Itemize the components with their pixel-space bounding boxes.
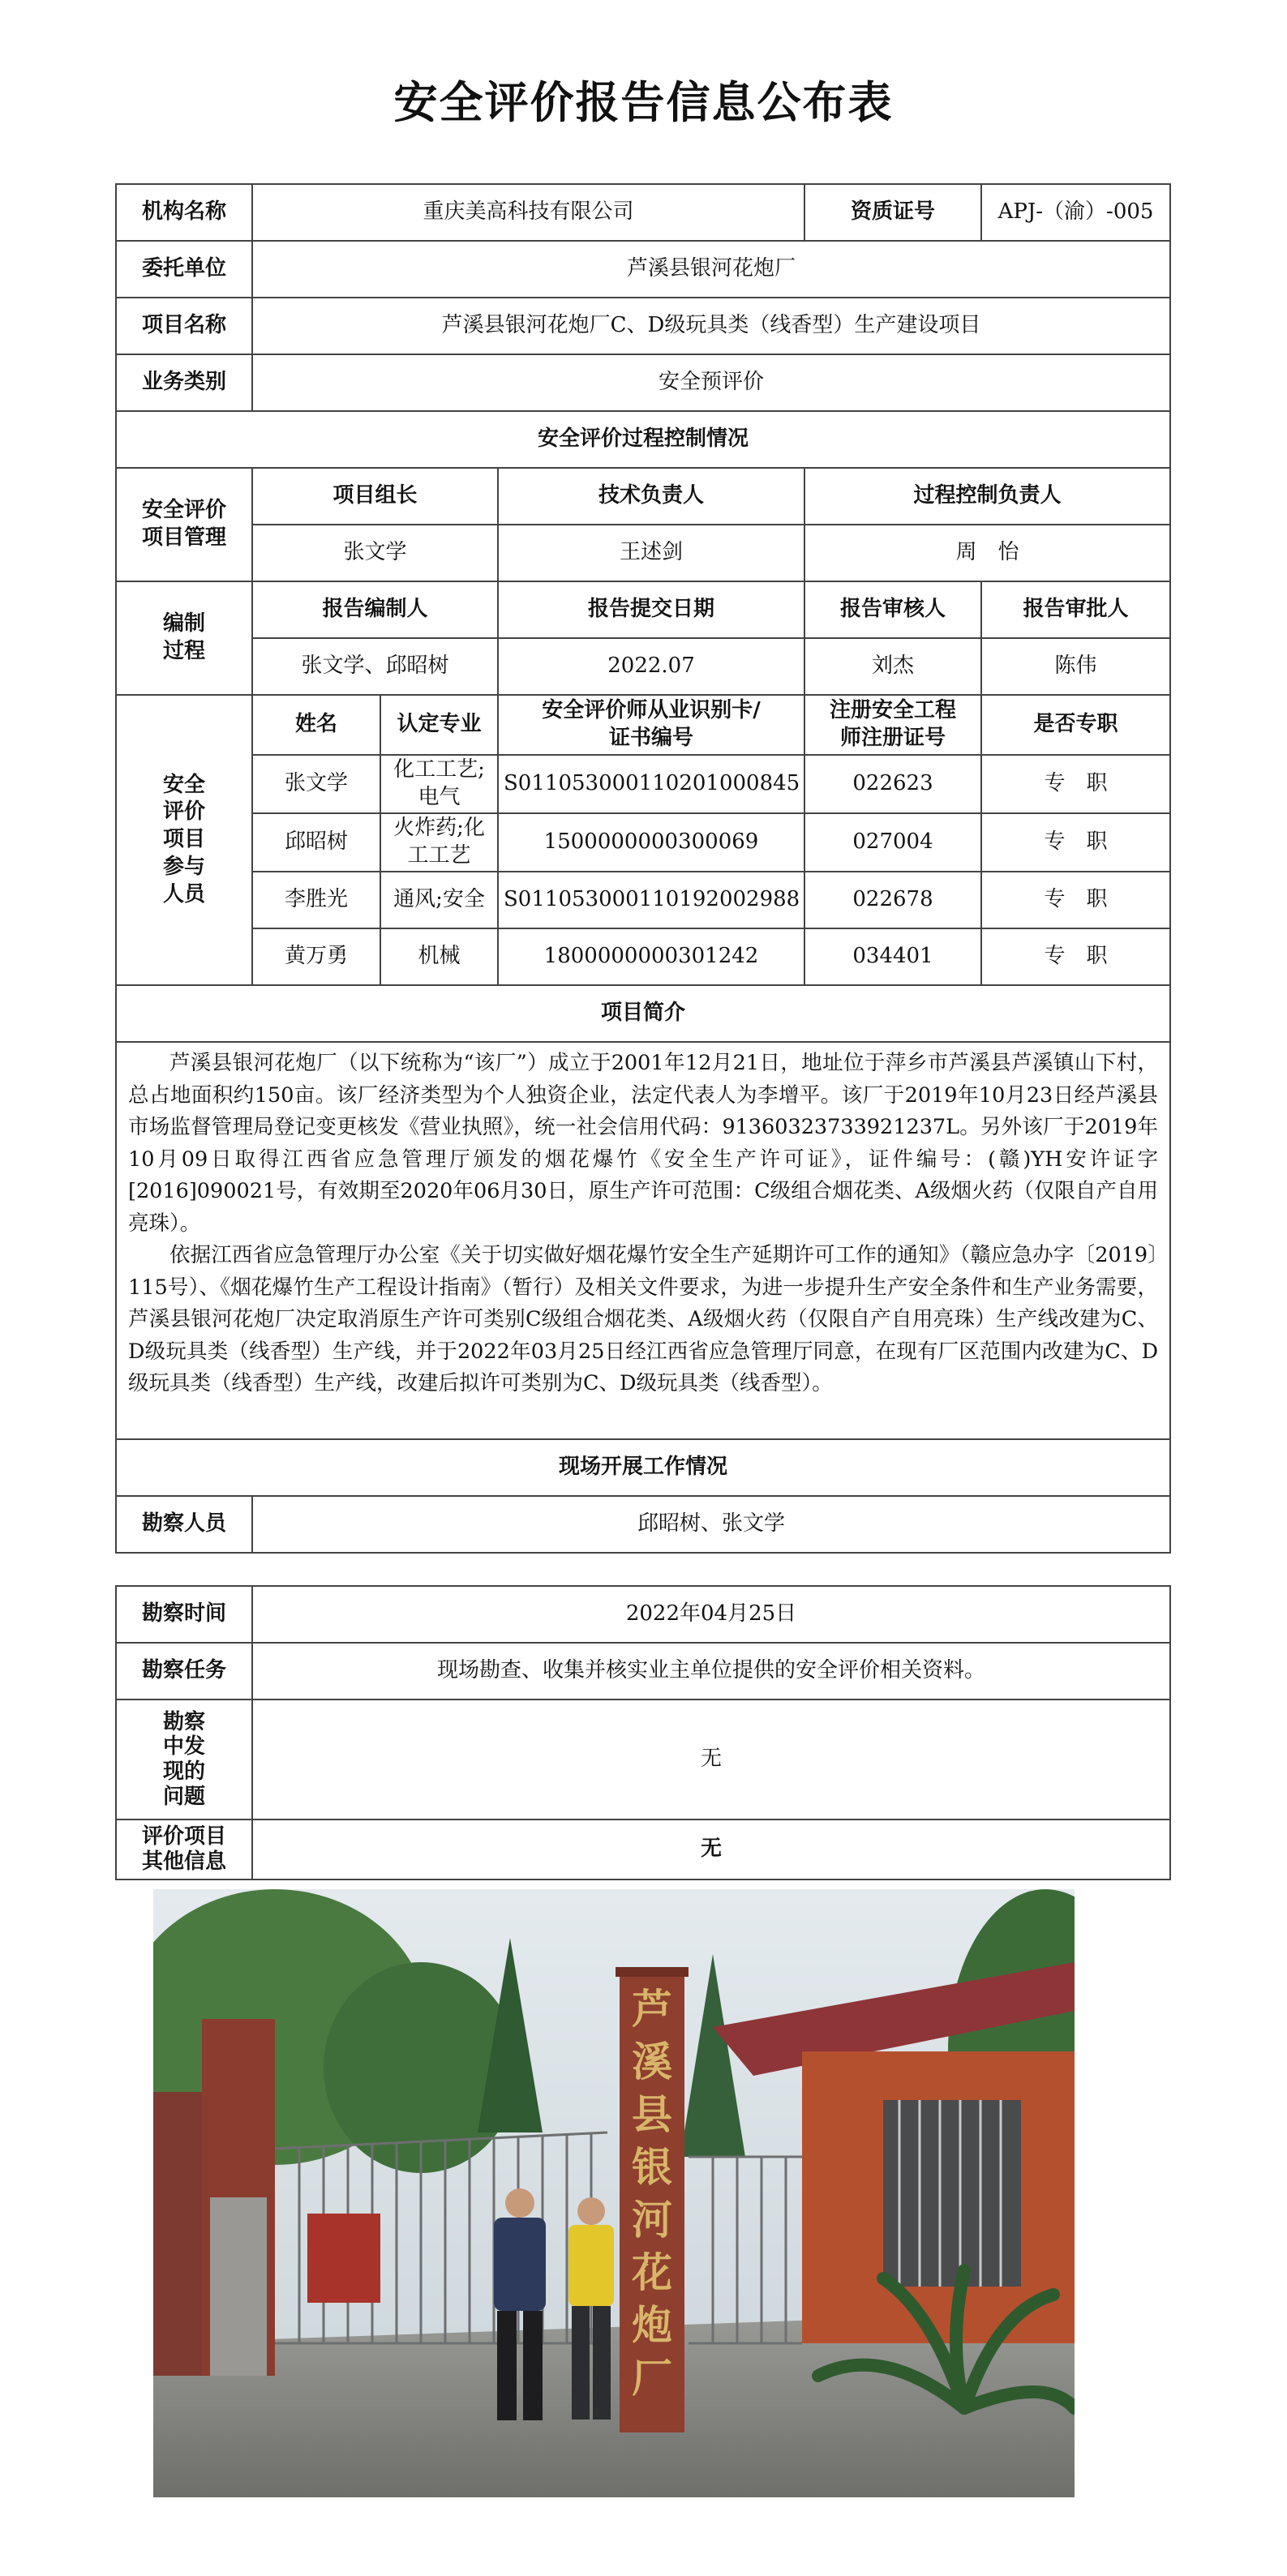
field-section-heading: 现场开展工作情况 [116, 1439, 1170, 1496]
survey-task-value: 现场勘查、收集并核实业主单位提供的安全评价相关资料。 [252, 1643, 1170, 1699]
staff-reg: 027004 [804, 813, 981, 872]
staff-fulltime: 专 职 [981, 813, 1170, 872]
mgmt-header-control: 过程控制负责人 [804, 468, 1170, 525]
svg-text:县: 县 [632, 2090, 672, 2138]
cert-label: 资质证号 [804, 184, 981, 241]
staff-header-major: 认定专业 [380, 695, 498, 755]
other-info-label: 评价项目 其他信息 [116, 1819, 252, 1879]
mgmt-value-tech: 王述剑 [498, 525, 804, 581]
survey-staff-value: 邱昭树、张文学 [252, 1496, 1170, 1553]
process-section-heading: 安全评价过程控制情况 [116, 411, 1170, 468]
intro-paragraph-1: 芦溪县银河花炮厂（以下统称为“该厂”）成立于2001年12月21日，地址位于萍乡市芦溪县芦溪镇山下村，总占地面积约150亩。该厂经济类型为个人独资企业，法定代表人为李增平。该厂于2019年10月23日经芦溪县市场监督管理局登记变更核发《营业执照》，统一社会信用代码：91360323733921237L。另外该厂于2019年10月09日取得江西省应急管理厅颁发的烟花爆竹《安全生产许可证》，证件编号：(赣)YH安许证字[2016]090021号，有效期至2020年06月30日，原生产许可范围：C级组合烟花类、A级烟火药（仅限自产自用亮珠）。 [128, 1051, 1159, 1236]
mgmt-header-tech: 技术负责人 [498, 468, 804, 525]
compile-value-author: 张文学、邱昭树 [252, 638, 498, 695]
table-row [116, 928, 1170, 985]
staff-name: 邱昭树 [252, 813, 380, 872]
staff-header-fulltime: 是否专职 [981, 695, 1170, 755]
compile-header-date: 报告提交日期 [498, 581, 804, 638]
table-row [116, 872, 1170, 928]
intro-paragraph-2: 依据江西省应急管理厅办公室《关于切实做好烟花爆竹安全生产延期许可工作的通知》（赣应急办字〔2019〕115号）、《烟花爆竹生产工程设计指南》（暂行）及相关文件要求，为进一步提升生产安全条件和生产业务需要，芦溪县银河花炮厂决定取消原生产许可类别C级组合烟花类、A级烟火药（仅限自产自用亮珠）生产线改建为C、D级玩具类（线香型）生产线，并于2022年03月25日经江西省应急管理厅同意，在现有厂区范围内改建为C、D级玩具类（线香型）生产线，改建后拟许可类别为C、D级玩具类（线香型）。 [128, 1243, 1159, 1396]
survey-table [115, 1585, 1171, 1880]
staff-cert: S011053000110192002988 [498, 872, 804, 928]
staff-name: 黄万勇 [252, 928, 380, 985]
staff-header-name: 姓名 [252, 695, 380, 755]
staff-cert: 1800000000301242 [498, 928, 804, 985]
compile-header-approver: 报告审批人 [981, 581, 1170, 638]
svg-text:芦: 芦 [632, 1985, 672, 2033]
mgmt-label: 安全评价 项目管理 [116, 468, 252, 581]
survey-time-value: 2022年04月25日 [252, 1586, 1170, 1643]
org-value: 重庆美高科技有限公司 [252, 184, 804, 241]
survey-time-label: 勘察时间 [116, 1586, 252, 1643]
compile-label: 编制 过程 [116, 581, 252, 695]
project-label: 项目名称 [116, 298, 252, 354]
compile-value-approver: 陈伟 [981, 638, 1170, 695]
staff-fulltime: 专 职 [981, 928, 1170, 985]
mgmt-value-control: 周 怡 [804, 525, 1170, 581]
svg-text:溪: 溪 [632, 2038, 672, 2085]
business-value: 安全预评价 [252, 354, 1170, 411]
compile-header-author: 报告编制人 [252, 581, 498, 638]
client-value: 芦溪县银河花炮厂 [252, 241, 1170, 298]
compile-header-reviewer: 报告审核人 [804, 581, 981, 638]
staff-fulltime: 专 职 [981, 872, 1170, 928]
staff-cert: S011053000110201000845 [498, 755, 804, 813]
intro-text [116, 1042, 1170, 1439]
org-label: 机构名称 [116, 184, 252, 241]
table-row [116, 813, 1170, 872]
site-photo [153, 1889, 1075, 2497]
business-label: 业务类别 [116, 354, 252, 411]
staff-cert: 1500000000300069 [498, 813, 804, 872]
table-row [116, 755, 1170, 813]
svg-text:花: 花 [632, 2248, 672, 2296]
mgmt-header-leader: 项目组长 [252, 468, 498, 525]
svg-text:炮: 炮 [632, 2301, 672, 2349]
staff-name: 张文学 [252, 755, 380, 813]
svg-text:银: 银 [632, 2143, 672, 2191]
staff-major: 机械 [380, 928, 498, 985]
staff-label: 安全 评价 项目 参与 人员 [116, 695, 252, 985]
staff-header-reg: 注册安全工程 师注册证号 [804, 695, 981, 755]
compile-value-date: 2022.07 [498, 638, 804, 695]
intro-heading: 项目简介 [116, 985, 1170, 1042]
survey-issues-value: 无 [252, 1699, 1170, 1819]
svg-text:厂: 厂 [632, 2354, 672, 2402]
staff-major: 火炸药;化 工工艺 [380, 813, 498, 872]
staff-name: 李胜光 [252, 872, 380, 928]
staff-reg: 034401 [804, 928, 981, 985]
info-table [115, 183, 1171, 1554]
svg-text:河: 河 [632, 2196, 672, 2244]
staff-major: 化工工艺; 电气 [380, 755, 498, 813]
compile-value-reviewer: 刘杰 [804, 638, 981, 695]
survey-task-label: 勘察任务 [116, 1643, 252, 1699]
project-value: 芦溪县银河花炮厂C、D级玩具类（线香型）生产建设项目 [252, 298, 1170, 354]
staff-reg: 022623 [804, 755, 981, 813]
mgmt-value-leader: 张文学 [252, 525, 498, 581]
staff-header-cert: 安全评价师从业识别卡/ 证书编号 [498, 695, 804, 755]
page-title: 安全评价报告信息公布表 [393, 77, 894, 128]
staff-major: 通风;安全 [380, 872, 498, 928]
survey-issues-label: 勘察 中发 现的 问题 [116, 1699, 252, 1819]
survey-staff-label: 勘察人员 [116, 1496, 252, 1553]
client-label: 委托单位 [116, 241, 252, 298]
staff-fulltime: 专 职 [981, 755, 1170, 813]
staff-reg: 022678 [804, 872, 981, 928]
other-info-value: 无 [252, 1819, 1170, 1879]
cert-value: APJ-（渝）-005 [981, 184, 1170, 241]
